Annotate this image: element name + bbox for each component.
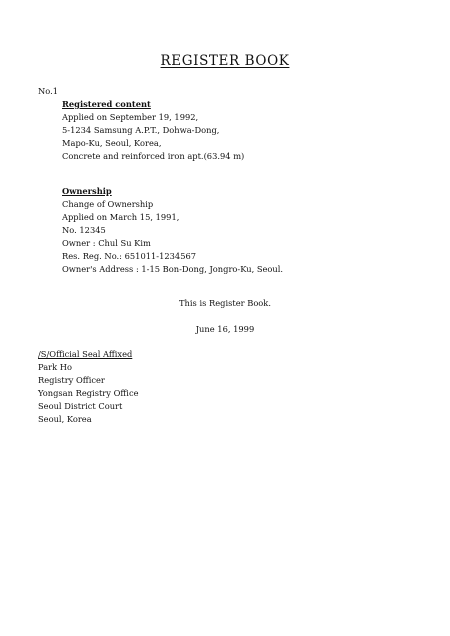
registered-content-line: Applied on September 19, 1992, [62, 112, 199, 122]
registered-content-heading: Registered content [62, 99, 151, 109]
document-title: REGISTER BOOK [160, 53, 290, 69]
registered-content-line: 5-1234 Samsung A.P.T., Dohwa-Dong, [62, 125, 220, 135]
ownership-heading: Ownership [62, 186, 112, 196]
ownership-line: Applied on March 15, 1991, [62, 212, 180, 222]
ownership-line: Change of Ownership [62, 199, 154, 209]
statement-text: This is Register Book. [179, 298, 271, 308]
ownership-line: Res. Reg. No.: 651011-1234567 [62, 251, 197, 261]
registered-content-line: Concrete and reinforced iron apt.(63.94 m) [62, 151, 245, 161]
official-seal-line: /S/Official Seal Affixed [38, 349, 133, 359]
signatory-office: Yongsan Registry Office [38, 388, 139, 398]
registered-content-line: Mapo-Ku, Seoul, Korea, [62, 138, 162, 148]
signatory-court: Seoul District Court [38, 401, 123, 411]
ownership-line: No. 12345 [62, 225, 106, 235]
signatory-title: Registry Officer [38, 375, 105, 385]
signatory-location: Seoul, Korea [38, 414, 92, 424]
ownership-line: Owner : Chul Su Kim [62, 238, 151, 248]
entry-number: No.1 [38, 86, 59, 96]
signatory-name: Park Ho [38, 362, 73, 372]
ownership-line: Owner's Address : 1-15 Bon-Dong, Jongro-Ku, Seoul. [62, 264, 284, 274]
document-date: June 16, 1999 [195, 324, 255, 334]
